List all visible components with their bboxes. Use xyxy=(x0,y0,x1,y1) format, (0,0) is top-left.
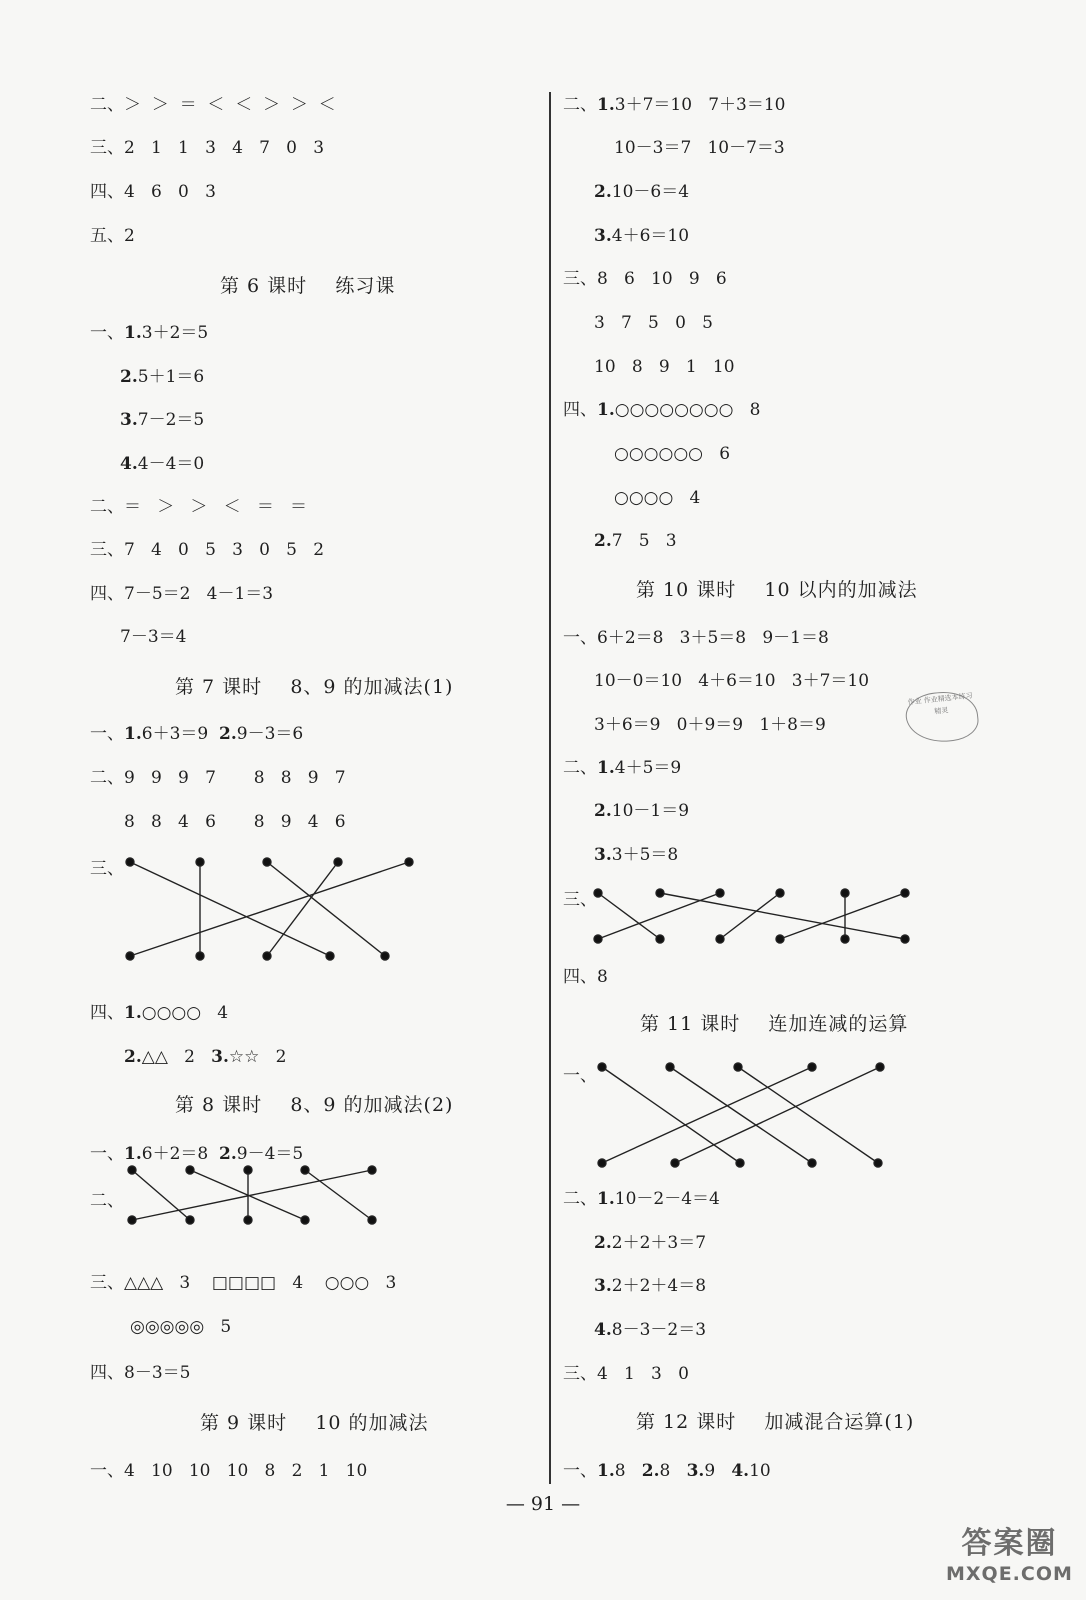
answer-line: 三、8 6 10 9 6 xyxy=(563,269,727,289)
answer-line: 二、＝ ＞ ＞ ＜ ＝ ＝ xyxy=(90,497,308,517)
answer-line: 2.△△ 2 3.☆☆ 2 xyxy=(124,1047,287,1067)
lesson-title: 第 7 课时 8、9 的加减法(1) xyxy=(175,676,454,698)
answer-line: 二、1.3＋7＝10 7＋3＝10 xyxy=(563,95,786,115)
answer-line: 3.3＋5＝8 xyxy=(594,845,679,865)
answer-line: 2.10－1＝9 xyxy=(594,801,690,821)
answer-line: 二、1.4＋5＝9 xyxy=(563,758,682,778)
lesson-title: 第 8 课时 8、9 的加减法(2) xyxy=(175,1094,454,1116)
answer-line: 四、8 xyxy=(563,967,608,987)
answer-line: ◎◎◎◎◎ 5 xyxy=(130,1317,232,1337)
match-label: 二、 xyxy=(90,1191,124,1211)
answer-line: 四、1.○○○○○○○○ 8 xyxy=(563,400,761,420)
answer-line: 一、4 10 10 10 8 2 1 10 xyxy=(90,1461,368,1481)
lesson-title: 第 10 课时 10 以内的加减法 xyxy=(636,579,918,601)
answer-line: 4.4－4＝0 xyxy=(120,454,205,474)
answer-line: 7－3＝4 xyxy=(120,627,187,647)
answer-line: 四、8－3＝5 xyxy=(90,1363,191,1383)
answer-line: 一、1.6＋3＝9 2.9－3＝6 xyxy=(90,724,304,744)
lesson-title: 第 12 课时 加减混合运算(1) xyxy=(636,1411,915,1433)
answer-line: 2.10－6＝4 xyxy=(594,182,690,202)
match-label: 三、 xyxy=(90,859,124,879)
answer-line: 三、4 1 3 0 xyxy=(563,1364,689,1384)
answer-line: 8 8 4 6 8 9 4 6 xyxy=(124,812,346,832)
answer-line: 一、6＋2＝8 3＋5＝8 9－1＝8 xyxy=(563,628,829,648)
answer-line: 3＋6＝9 0＋9＝9 1＋8＝9 xyxy=(594,715,826,735)
answer-line: 四、7－5＝2 4－1＝3 xyxy=(90,584,274,604)
answer-line: 二、＞ ＞ ＝ ＜ ＜ ＞ ＞ ＜ xyxy=(90,95,336,115)
answer-line: 四、1.○○○○ 4 xyxy=(90,1003,229,1023)
answer-line: 五、2 xyxy=(90,226,135,246)
answer-line: 一、1.6＋2＝8 2.9－4＝5 xyxy=(90,1144,304,1164)
site-watermark: 答案圈 MXQE.COM xyxy=(946,1526,1073,1585)
answer-line: 三、2 1 1 3 4 7 0 3 xyxy=(90,138,325,158)
answer-line: 四、4 6 0 3 xyxy=(90,182,216,202)
lesson-title: 第 11 课时 连加连减的运算 xyxy=(640,1013,909,1035)
answer-line: 一、1.8 2.8 3.9 4.10 xyxy=(563,1461,771,1481)
answer-line: 3 7 5 0 5 xyxy=(594,313,713,333)
answer-line: 3.7－2＝5 xyxy=(120,410,205,430)
answer-line: 10 8 9 1 10 xyxy=(594,357,735,377)
answer-line: 2.7 5 3 xyxy=(594,531,677,551)
answer-line: 3.4＋6＝10 xyxy=(594,226,690,246)
answer-line: 3.2＋2＋4＝8 xyxy=(594,1276,707,1296)
answer-line: 2.2＋2＋3＝7 xyxy=(594,1233,707,1253)
answer-line: 二、9 9 9 7 8 8 9 7 xyxy=(90,768,346,788)
match-label: 三、 xyxy=(563,890,597,910)
answer-line: 三、7 4 0 5 3 0 5 2 xyxy=(90,540,325,560)
answer-line: 2.5＋1＝6 xyxy=(120,367,205,387)
match-label: 一、 xyxy=(563,1066,597,1086)
lesson-title: 第 6 课时 练习课 xyxy=(220,275,396,297)
answer-line: 10－0＝10 4＋6＝10 3＋7＝10 xyxy=(594,671,870,691)
answer-line: ○○○○ 4 xyxy=(614,488,701,508)
answer-line: 10－3＝7 10－7＝3 xyxy=(614,138,785,158)
lesson-title: 第 9 课时 10 的加减法 xyxy=(200,1412,429,1434)
page-number: — 91 — xyxy=(505,1493,581,1515)
decorative-stamp: 作业 作业精选本练习 精灵 xyxy=(904,688,981,745)
answer-line: 二、1.10－2－4＝4 xyxy=(563,1189,720,1209)
answer-line: 三、△△△ 3 □□□□ 4 ○○○ 3 xyxy=(90,1273,397,1293)
answer-line: 一、1.3＋2＝5 xyxy=(90,323,209,343)
answer-line: 4.8－3－2＝3 xyxy=(594,1320,707,1340)
answer-line: ○○○○○○ 6 xyxy=(614,444,731,464)
